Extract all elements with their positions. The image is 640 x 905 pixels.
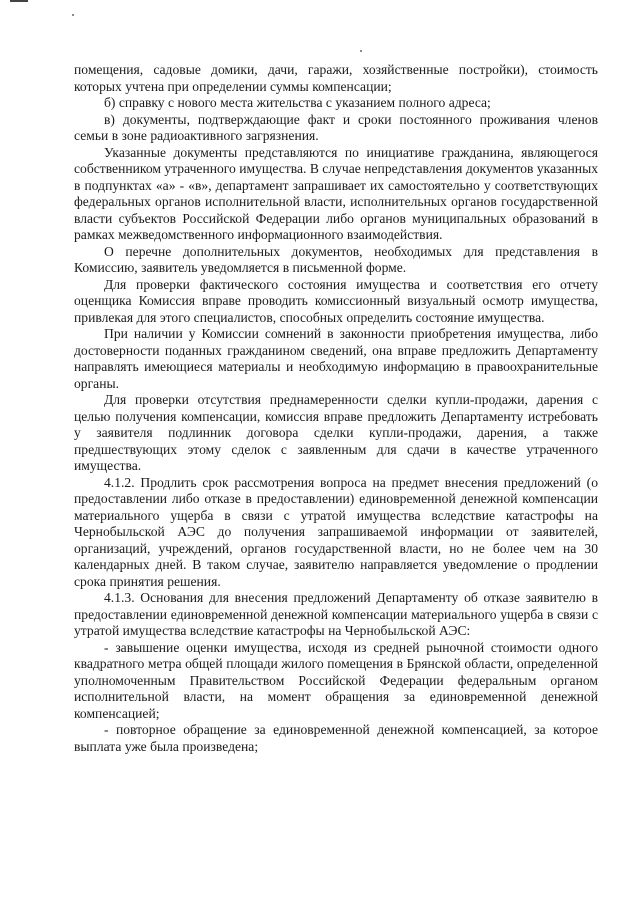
paragraph-notification: О перечне дополнительных документов, необходимых для представления в Комиссию, заявитель уведомляется в письменной форме.	[74, 243, 598, 275]
paragraph-4-1-3: 4.1.3. Основания для внесения предложений Департаменту об отказе заявителю в предоставлении единовременной денежной компенсации материального ущерба в связи с утратой имущества вследствие катастрофы на Чернобыльской АЭС:	[74, 590, 598, 638]
paragraph-doubts: При наличии у Комиссии сомнений в законности приобретения имущества, либо достоверности поданных гражданином сведений, она вправе предложить Департаменту направлять имеющиеся материалы и необходимую информацию в правоохранительные органы.	[74, 326, 598, 391]
paragraph-4-1-2: 4.1.2. Продлить срок рассмотрения вопроса на предмет внесения предложений (о предоставлении либо отказе в предоставлении) единовременной денежной компенсации материального ущерба в связи с утратой имущества вследствие катастрофы на Чернобыльской АЭС до получения запрашиваемой информации от заявителей, организаций, учреждений, органов государственной власти, но не более чем на 30 календарных дней. В таком случае, заявителю направляется уведомление о продлении срока принятия решения.	[74, 474, 598, 589]
paragraph-item-v: в) документы, подтверждающие факт и сроки постоянного проживания членов семьи в зоне радиоактивного загрязнения.	[74, 111, 598, 143]
paragraph-transaction-check: Для проверки отсутствия преднамеренности сделки купли-продажи, дарения с целью получения компенсации, комиссия вправе предложить Департаменту истребовать у заявителя подлинник договора сделки купли-продажи, дарения, а также предшествующих этому сделок с заявленным для сдачи в качестве утраченного имущества.	[74, 392, 598, 473]
paragraph-inspection: Для проверки фактического состояния имущества и соответствия его отчету оценщика Комиссия вправе проводить комиссионный визуальный осмотр имущества, привлекая для этого специалистов, способных определить состояние имущества.	[74, 276, 598, 325]
paragraph-continuation: помещения, садовые домики, дачи, гаражи, хозяйственные постройки), стоимость которых учтена при определении суммы компенсации;	[74, 62, 598, 94]
paragraph-documents: Указанные документы представляются по инициативе гражданина, являющегося собственником утраченного имущества. В случае непредставления документов указанных в подпунктах «а» - «в», департамент запрашивает их самостоятельно у соответствующих федеральных органов исполнительной власти, исполнительных органов государственной власти субъектов Российской Федерации либо органов муниципальных образований в рамках межведомственного информационного взаимодействия.	[74, 144, 598, 242]
paragraph-reason-overvaluation: - завышение оценки имущества, исходя из средней рыночной стоимости одного квадратного метра общей площади жилого помещения в Брянской области, определенной уполномоченным Правительством Российской Федерации федеральным органом исполнительной власти, на момент обращения за единовременной денежной компенсацией;	[74, 639, 598, 721]
paragraph-item-b: б) справку с нового места жительства с указанием полного адреса;	[104, 95, 491, 110]
scan-dot	[72, 14, 74, 16]
scan-dot	[360, 50, 362, 52]
paragraph-reason-repeat: - повторное обращение за единовременной денежной компенсацией, за которое выплата уже была произведена;	[74, 722, 598, 754]
scan-mark	[10, 0, 28, 2]
